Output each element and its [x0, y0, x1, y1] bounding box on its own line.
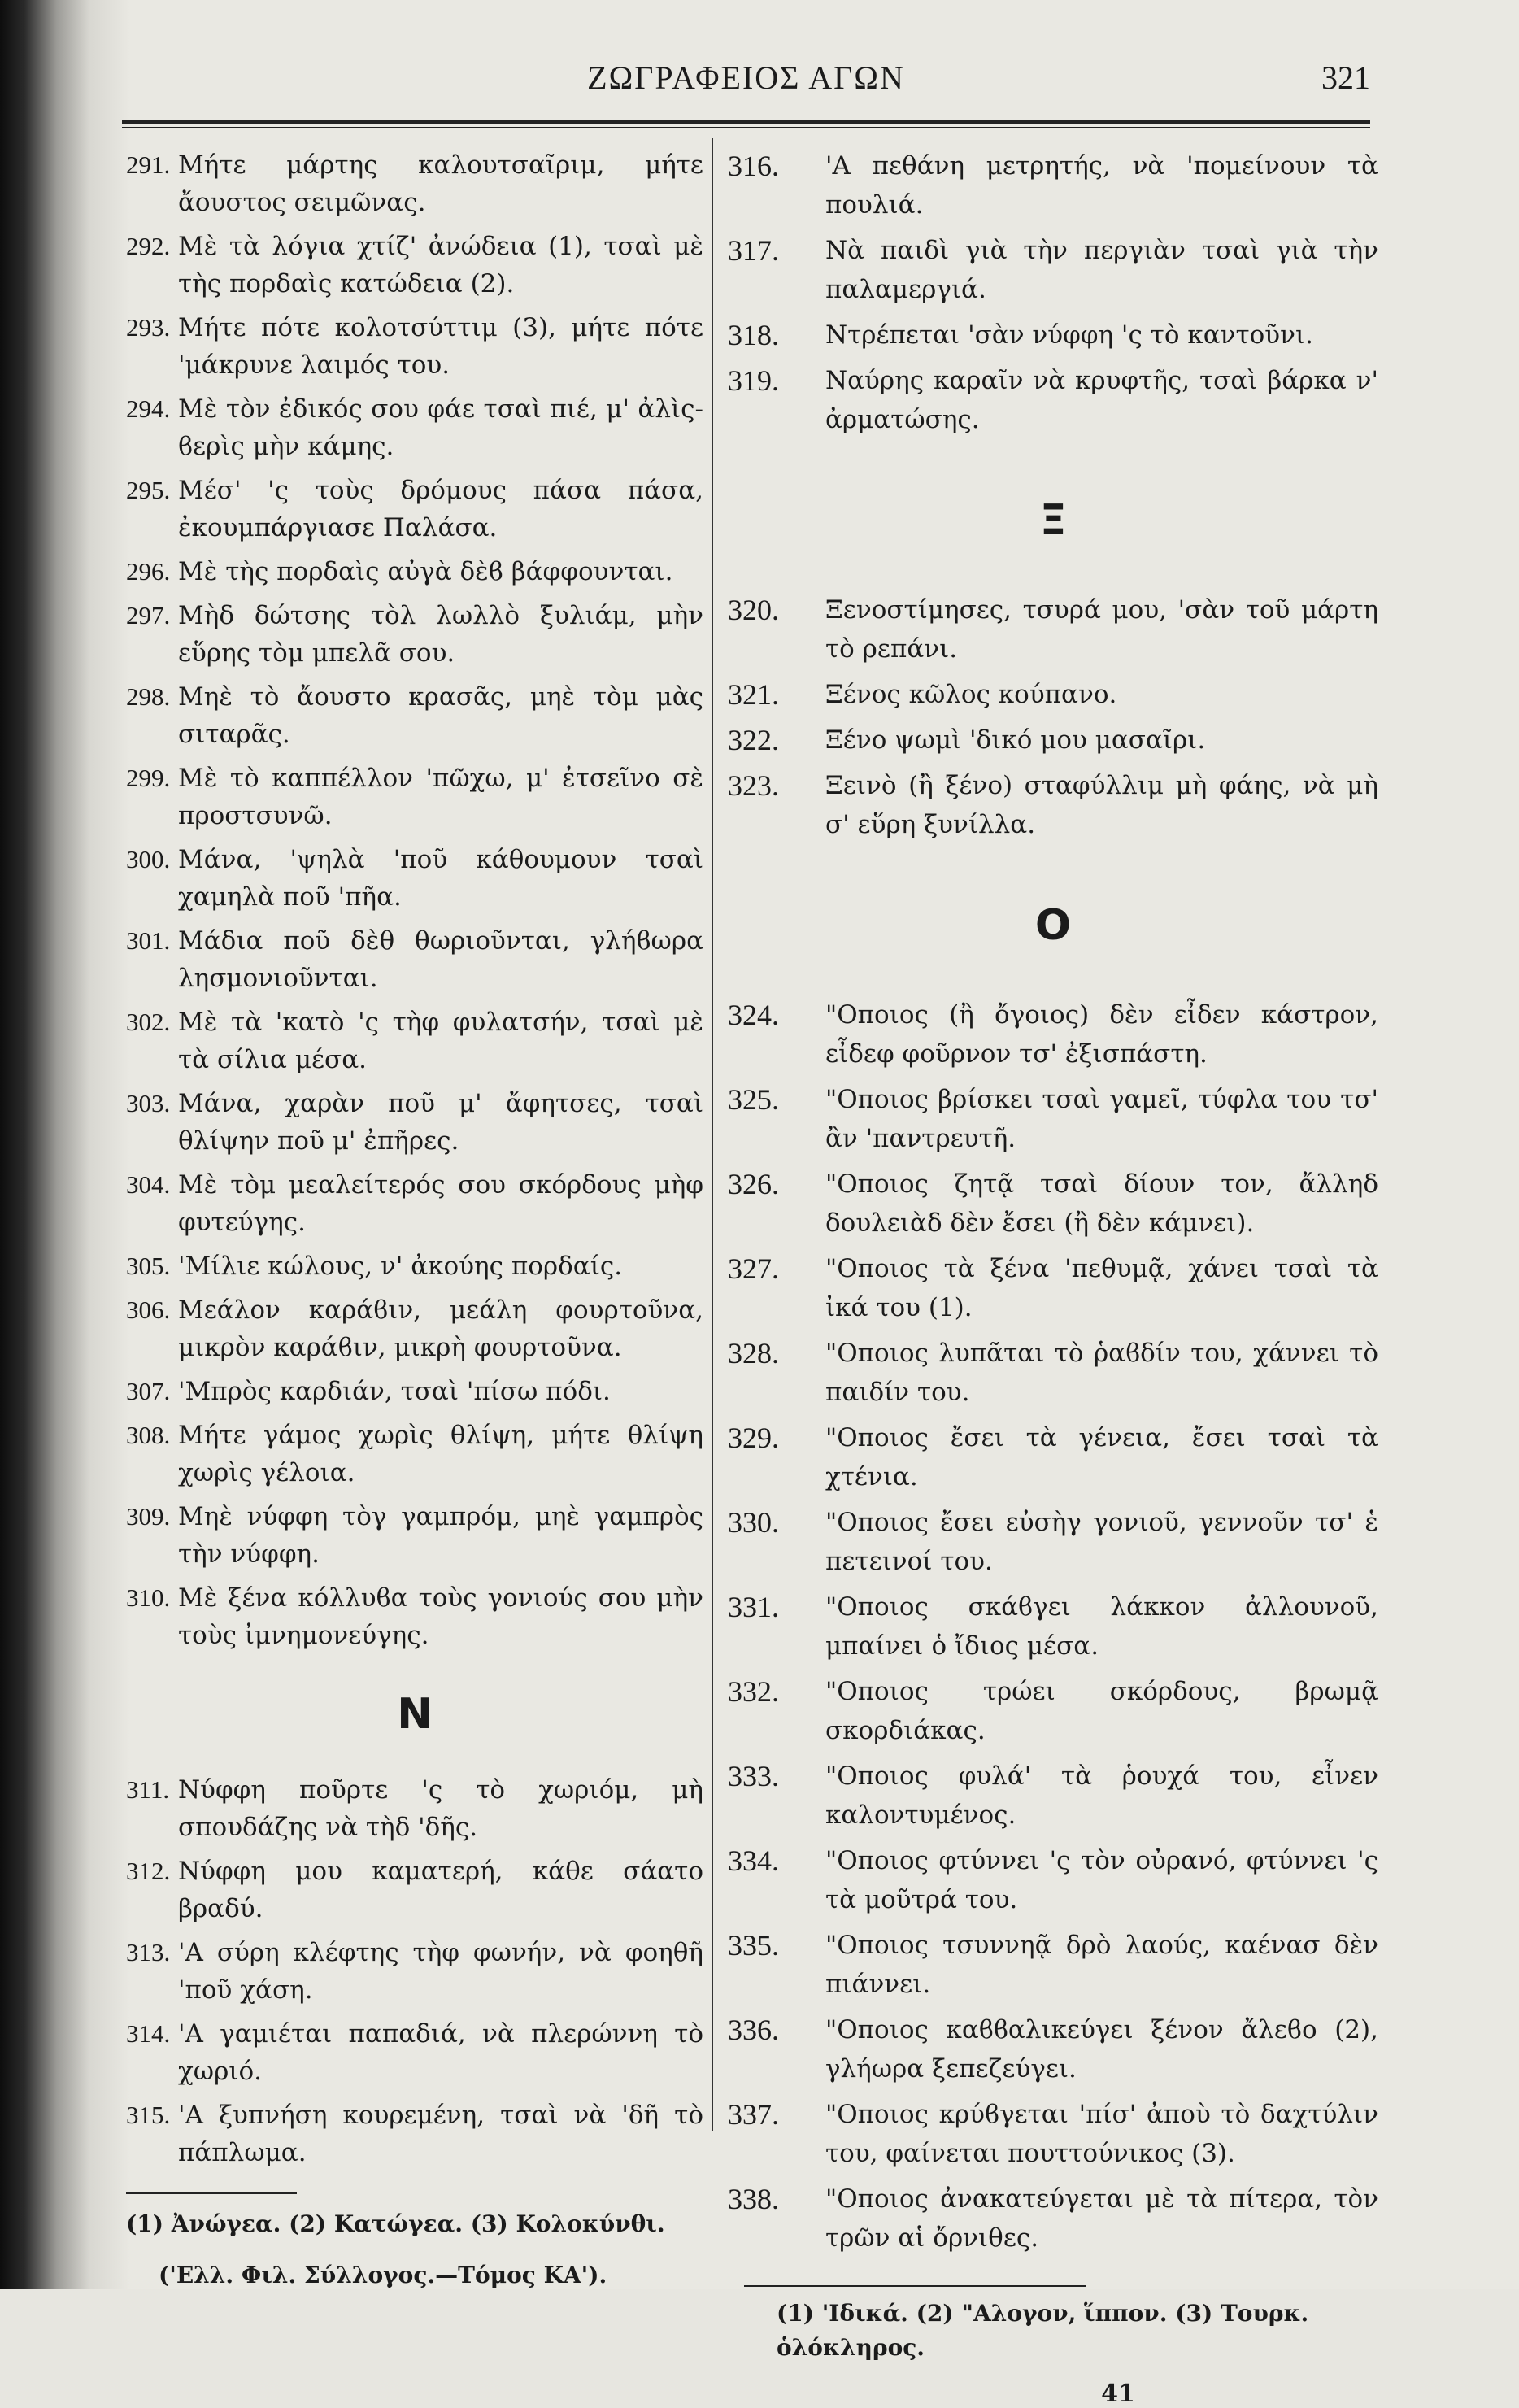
proverb-text: "Οποιος ἔσει τὰ γένεια, ἔσει τσαὶ τὰ χτένια. — [825, 1423, 1378, 1491]
proverb-entry — [126, 1579, 703, 1654]
proverb-text: 'Α σύρη κλέφτης τὴφ φωνήν, νὰ φοηθῆ 'ποῦ χάση. — [178, 1938, 703, 2005]
proverb-number: 326. — [728, 1168, 779, 1200]
proverb-entry — [728, 766, 1378, 844]
proverb-text: "Οποιος τὰ ξένα 'πεθυμᾷ, χάνει τσαὶ τὰ ἰκά του (1). — [825, 1254, 1378, 1322]
proverb-number: 331. — [728, 1591, 779, 1623]
proverb-list-m — [126, 146, 703, 1654]
proverb-text: Μὲ τὴς πορδαὶς αὐγὰ δὲϐ βάφφουνται. — [178, 557, 673, 586]
right-column — [728, 146, 1378, 2408]
proverb-number: 302. — [126, 1008, 171, 1036]
proverb-number: 299. — [126, 764, 171, 792]
proverb-text: "Οποιος λυπᾶται τὸ ῥαϐδίν του, χάννει τὸ παιδίν του. — [825, 1339, 1378, 1407]
proverb-entry — [126, 2097, 703, 2171]
footnote-rule — [126, 2192, 297, 2194]
proverb-entry — [126, 309, 703, 384]
section-heading-xi: Ξ — [1039, 496, 1067, 545]
proverb-number: 329. — [728, 1422, 779, 1454]
proverb-text: "Οποιος τσυννηᾷ δρὸ λαούς, καένασ δὲν πιάννει. — [825, 1931, 1378, 1999]
proverb-number: 301. — [126, 926, 171, 955]
proverb-text: Μὲ τὰ 'κατὸ 'ς τὴφ φυλατσήν, τσαὶ μὲ τὰ σίλια μέσα. — [178, 1008, 703, 1074]
proverb-text: "Οποιος κρύϐγεται 'πίσ' ἀποὺ τὸ δαχτύλιν του, φαίνεται πουττούνικος (3). — [825, 2100, 1378, 2168]
proverb-number: 292. — [126, 232, 171, 260]
proverb-text: "Οποιος φυλά' τὰ ῥουχά του, εἶνεν καλοντυμένος. — [825, 1761, 1378, 1830]
proverb-text: "Οποιος ζητᾷ τσαὶ δίουν τον, ἄλληδ δουλειὰδ δὲν ἔσει (ἢ δὲν κάμνει). — [825, 1169, 1378, 1238]
proverb-number: 297. — [126, 601, 171, 629]
proverb-number: 334. — [728, 1844, 779, 1877]
proverb-number: 324. — [728, 999, 779, 1031]
proverb-entry — [728, 231, 1378, 309]
proverb-entry — [728, 1757, 1378, 1835]
proverb-entry — [126, 472, 703, 546]
proverb-number: 319. — [728, 364, 779, 397]
footnote-right: (1) 'Ιδικά. (2) "Αλογον, ἵππον. (3) Τουρκ. ὁλόκληρος. — [777, 2300, 1309, 2361]
proverb-number: 320. — [728, 594, 779, 626]
proverb-text: Μὲ ξένα κόλλυϐα τοὺς γονιούς σου μὴν τοὺς ἰμνημονεύγης. — [178, 1583, 703, 1650]
proverb-entry — [126, 1373, 703, 1410]
proverb-text: Μήτε μάρτης καλουτσαῖριμ, μήτε ἄουστος σειμῶνας. — [178, 150, 703, 217]
proverb-entry — [126, 1417, 703, 1491]
proverb-entry — [728, 1249, 1378, 1327]
proverb-entry — [728, 1672, 1378, 1750]
proverb-number: 323. — [728, 769, 779, 802]
proverb-number: 327. — [728, 1252, 779, 1285]
proverb-number: 317. — [728, 234, 779, 267]
proverb-list-n-cont — [728, 146, 1378, 439]
section-heading-o: Ο — [1034, 901, 1072, 950]
proverb-number: 338. — [728, 2183, 779, 2215]
proverb-entry — [728, 1418, 1378, 1496]
signature-mark: 41 — [1101, 2380, 1135, 2408]
left-column — [126, 146, 703, 2293]
source-note: ('Ελλ. Φιλ. Σύλλογος.—Τόμος ΚΑ'). — [159, 2262, 607, 2288]
proverb-number: 296. — [126, 557, 171, 586]
proverb-number: 318. — [728, 319, 779, 351]
proverb-entry — [728, 995, 1378, 1073]
proverb-entry — [728, 1587, 1378, 1666]
proverb-text: Ξεινὸ (ἢ ξένο) σταφύλλιμ μὴ φάης, νὰ μὴ σ' εὕρη ξυνίλλα. — [825, 771, 1378, 839]
running-title: ΖΩΓΡΑΦΕΙΟΣ ΑΓΩΝ — [587, 59, 905, 96]
proverb-text: Μάδια ποῦ δὲθ θωριοῦνται, γλήϐωρα λησμονιοῦνται. — [178, 926, 703, 993]
proverb-entry — [126, 1085, 703, 1160]
proverb-text: Ξενοστίμησες, τσυρά μου, 'σὰν τοῦ μάρτη τὸ ρεπάνι. — [825, 595, 1378, 664]
header-rule — [122, 120, 1370, 128]
proverb-number: 293. — [126, 313, 171, 342]
proverb-entry — [728, 721, 1378, 760]
proverb-number: 310. — [126, 1583, 171, 1612]
proverb-text: "Οποιος τρώει σκόρδους, βρωμᾷ σκορδιάκας. — [825, 1677, 1378, 1745]
proverb-text: 'Α ξυπνήση κουρεμένη, τσαὶ νὰ 'δῆ τὸ πάπλωμα. — [178, 2101, 703, 2167]
proverb-entry — [728, 675, 1378, 714]
proverb-number: 308. — [126, 1421, 171, 1449]
proverb-entry — [728, 1165, 1378, 1243]
proverb-number: 294. — [126, 394, 171, 423]
proverb-number: 321. — [728, 678, 779, 711]
footnote-rule — [744, 2285, 1086, 2287]
proverb-entry — [728, 2010, 1378, 2088]
proverb-text: Μὲ τὸν ἐδικός σου φάε τσαὶ πιέ, μ' ἀλὶς-ϐερὶς μὴν κάμης. — [178, 394, 703, 461]
proverb-number: 291. — [126, 150, 171, 179]
proverb-list-xi — [728, 590, 1378, 844]
proverb-entry — [728, 1503, 1378, 1581]
proverb-text: 'Α πεθάνη μετρητής, νὰ 'πομείνουν τὰ πουλιά. — [825, 151, 1378, 220]
proverb-number: 298. — [126, 682, 171, 711]
section-heading-n: Ν — [397, 1690, 433, 1739]
proverb-entry — [126, 1853, 703, 1927]
proverb-number: 313. — [126, 1938, 171, 1966]
proverb-entry — [126, 1004, 703, 1078]
page-number: 321 — [1321, 59, 1370, 96]
proverb-text: Μάνα, 'ψηλὰ 'ποῦ κάθουμουν τσαὶ χαμηλὰ ποῦ 'πῆα. — [178, 845, 703, 912]
proverb-text: Μὲ τὸμ μεαλείτερός σου σκόρδους μὴφ φυτεύγης. — [178, 1170, 703, 1237]
proverb-entry — [728, 1841, 1378, 1919]
proverb-entry — [126, 1771, 703, 1846]
proverb-text: Μὲ τὸ καππέλλον 'πῶχω, μ' ἐτσεῖνο σὲ προστσυνῶ. — [178, 764, 703, 830]
proverb-number: 307. — [126, 1377, 171, 1405]
column-divider — [712, 138, 713, 2131]
proverb-entry — [126, 553, 703, 590]
proverb-number: 336. — [728, 2014, 779, 2046]
proverb-number: 305. — [126, 1252, 171, 1280]
proverb-number: 295. — [126, 476, 171, 504]
proverb-text: Ξένος κῶλος κούπανο. — [825, 680, 1117, 709]
proverb-text: "Οποιος ἀνακατεύγεται μὲ τὰ πίτερα, τὸν τρῶν αἱ ὄρνιθες. — [825, 2184, 1378, 2253]
proverb-number: 316. — [728, 150, 779, 182]
proverb-entry — [728, 1926, 1378, 2004]
proverb-text: Νύφφη ποῦρτε 'ς τὸ χωριόμ, μὴ σπουδάζης νὰ τὴδ 'δῆς. — [178, 1775, 703, 1842]
proverb-entry — [126, 922, 703, 997]
proverb-number: 325. — [728, 1083, 779, 1116]
proverb-number: 337. — [728, 2098, 779, 2131]
proverb-text: Μάνα, χαρὰν ποῦ μ' ἄφητσες, τσαὶ θλίψην ποῦ μ' ἐπῆρες. — [178, 1089, 703, 1156]
proverb-entry — [126, 760, 703, 834]
proverb-text: Μεάλον καράϐιν, μεάλη φουρτοῦνα, μικρὸν καράϐιν, μικρὴ φουρτοῦνα. — [178, 1295, 703, 1362]
proverb-entry — [728, 146, 1378, 224]
proverb-text: Μὲ τὰ λόγια χτίζ' ἀνώδεια (1), τσαὶ μὲ τὴς πορδαὶς κατώδεια (2). — [178, 232, 703, 298]
proverb-entry — [728, 590, 1378, 668]
proverb-text: "Οποιος (ἢ ὄγοιος) δὲν εἶδεν κάστρον, εἶδεφ φοῦρνον τσ' ἐξισπάστη. — [825, 1000, 1378, 1069]
proverb-list-n — [126, 1771, 703, 2171]
proverb-entry — [126, 228, 703, 303]
proverb-entry — [728, 361, 1378, 439]
proverb-text: Ναύρης καραῖν νὰ κρυφτῆς, τσαὶ βάρκα ν' ἀρματώσης. — [825, 366, 1378, 434]
proverb-text: Νύφφη μου καματερή, κάθε σάατο βραδύ. — [178, 1857, 703, 1923]
proverb-number: 333. — [728, 1760, 779, 1792]
proverb-number: 330. — [728, 1506, 779, 1539]
proverb-number: 304. — [126, 1170, 171, 1199]
proverb-entry — [126, 1934, 703, 2009]
proverb-number: 306. — [126, 1295, 171, 1324]
proverb-text: Ντρέπεται 'σὰν νύφφη 'ς τὸ καντοῦνι. — [825, 320, 1314, 350]
proverb-number: 314. — [126, 2019, 171, 2048]
proverb-entry — [126, 841, 703, 916]
footnote-left: (1) Ἀνώγεα. (2) Κατώγεα. (3) Κολοκύνθι. — [126, 2210, 665, 2237]
proverb-entry — [126, 2015, 703, 2090]
proverb-text: Μήτε πότε κολοτσύττιμ (3), μήτε πότε 'μάκρυνε λαιμός του. — [178, 313, 703, 380]
proverb-text: "Οποιος ἔσει εὐσὴγ γονιοῦ, γεννοῦν τσ' ἑ πετεινοί του. — [825, 1508, 1378, 1576]
proverb-number: 328. — [728, 1337, 779, 1369]
proverb-list-o — [728, 995, 1378, 2258]
proverb-number: 311. — [126, 1775, 170, 1804]
proverb-text: "Οποιος καϐϐαλικεύγει ξένον ἄλεϐο (2), γλήωρα ξεπεζεύγει. — [825, 2015, 1378, 2084]
proverb-number: 335. — [728, 1929, 779, 1962]
proverb-text: 'Μπρὸς καρδιάν, τσαὶ 'πίσω πόδι. — [178, 1377, 611, 1406]
proverb-number: 315. — [126, 2101, 171, 2129]
proverb-entry — [126, 1498, 703, 1573]
proverb-entry — [126, 390, 703, 465]
proverb-text: Νὰ παιδὶ γιὰ τὴν περγιὰν τσαὶ γιὰ τὴν παλαμεργιά. — [825, 236, 1378, 304]
proverb-entry — [126, 678, 703, 753]
proverb-entry — [728, 2179, 1378, 2258]
proverb-entry — [126, 146, 703, 221]
proverb-text: Μήτε γάμος χωρὶς θλίψη, μήτε θλίψη χωρὶς γέλοια. — [178, 1421, 703, 1487]
proverb-text: "Οποιος σκάϐγει λάκκον ἀλλουνοῦ, μπαίνει ὁ ἴδιος μέσα. — [825, 1592, 1378, 1661]
proverb-entry — [728, 1080, 1378, 1158]
proverb-entry — [126, 597, 703, 672]
proverb-entry — [728, 316, 1378, 355]
proverb-entry — [126, 1166, 703, 1241]
proverb-number: 322. — [728, 724, 779, 756]
proverb-entry — [728, 2095, 1378, 2173]
proverb-text: Μηὲ τὸ ἄουστο κρασᾶς, μηὲ τὸμ μὰς σιταρᾶς. — [178, 682, 703, 749]
proverb-text: Μηὲ νύφφη τὸγ γαμπρόμ, μηὲ γαμπρὸς τὴν νύφφη. — [178, 1502, 703, 1569]
proverb-text: "Οποιος βρίσκει τσαὶ γαμεῖ, τύφλα του τσ' ἂν 'παντρευτῆ. — [825, 1085, 1378, 1153]
proverb-text: Μέσ' 'ς τοὺς δρόμους πάσα πάσα, ἐκουμπάργιασε Παλάσα. — [178, 476, 703, 542]
proverb-number: 303. — [126, 1089, 171, 1117]
proverb-number: 300. — [126, 845, 171, 873]
proverb-number: 332. — [728, 1675, 779, 1708]
proverb-text: 'Μίλιε κώλους, ν' ἀκούης πορδαίς. — [178, 1252, 623, 1281]
proverb-text: Μὴδ δώτσης τὸλ λωλλὸ ξυλιάμ, μὴν εὕρης τὸμ μπελᾶ σου. — [178, 601, 703, 668]
page-header — [122, 33, 1370, 102]
proverb-text: Ξένο ψωμὶ 'δικό μου μασαῖρι. — [825, 725, 1206, 755]
proverb-entry — [728, 1334, 1378, 1412]
proverb-text: "Οποιος φτύννει 'ς τὸν οὐρανό, φτύννει 'ς τὰ μοῦτρά του. — [825, 1846, 1378, 1914]
proverb-entry — [126, 1291, 703, 1366]
proverb-entry — [126, 1248, 703, 1285]
proverb-number: 309. — [126, 1502, 171, 1531]
proverb-number: 312. — [126, 1857, 171, 1885]
proverb-text: 'Α γαμιέται παπαδιά, νὰ πλερώννη τὸ χωριό. — [178, 2019, 703, 2086]
